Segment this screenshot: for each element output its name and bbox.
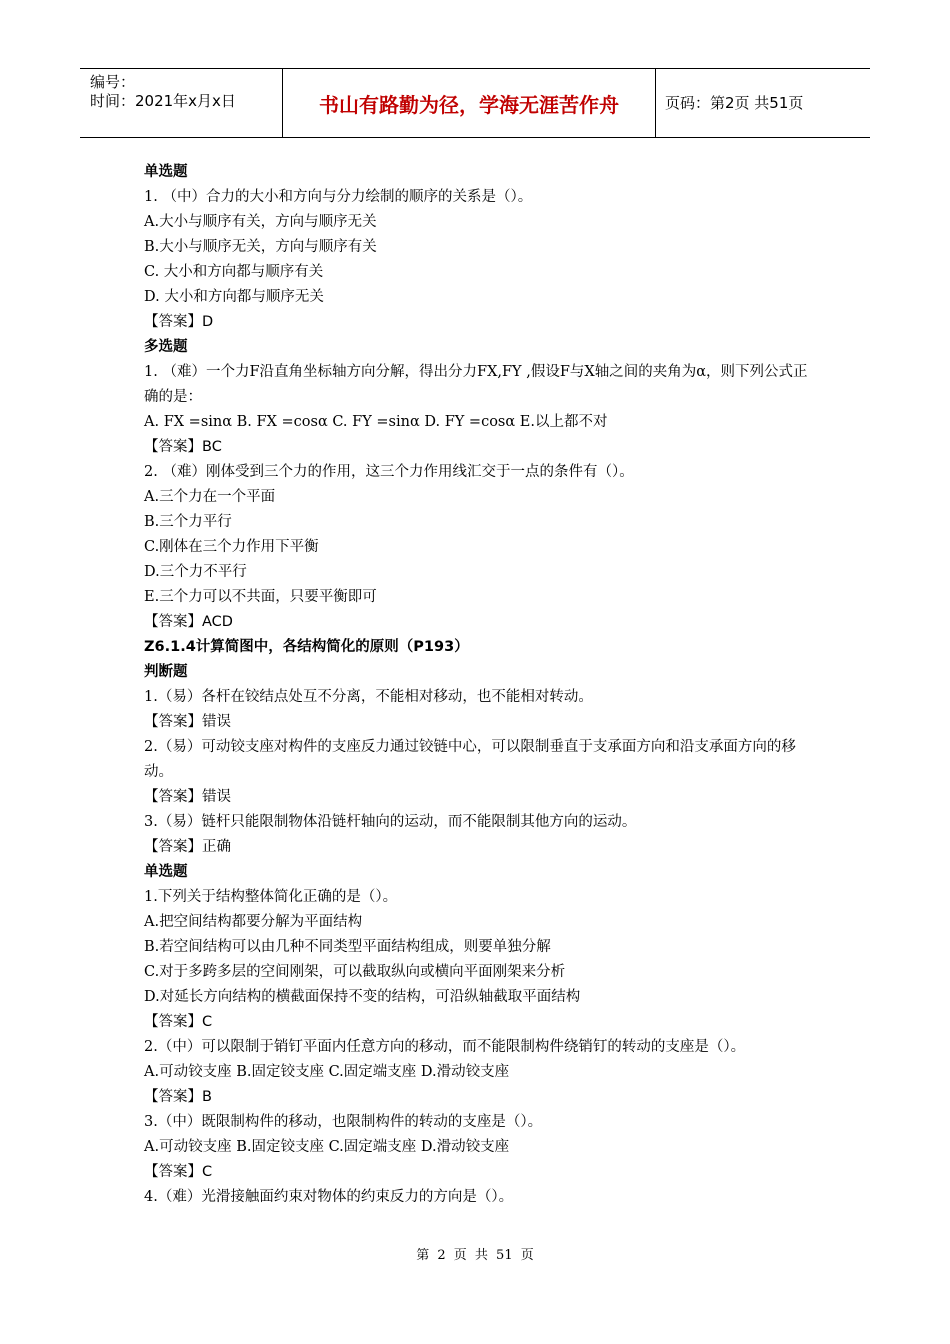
answer-line bbox=[144, 610, 814, 635]
answer-line bbox=[144, 1010, 814, 1035]
option-text: C. 大小和方向都与顺序有关 bbox=[144, 264, 324, 280]
answer-value: 错误 bbox=[202, 714, 231, 730]
answer-line bbox=[144, 835, 814, 860]
option-text: C.刚体在三个力作用下平衡 bbox=[144, 539, 319, 555]
option-text: A. FX =sinα B. FX =cosα C. FY =sinα D. FY =cosα E.以上都不对 bbox=[144, 414, 608, 430]
option-text: D. 大小和方向都与顺序无关 bbox=[144, 289, 324, 305]
option-text: A.可动铰支座 B.固定铰支座 C.固定端支座 D.滑动铰支座 bbox=[144, 1139, 510, 1155]
question-text: 2.（中）可以限制于销钉平面内任意方向的移动，而不能限制构件绕销钉的转动的支座是（）。 bbox=[144, 1039, 746, 1055]
question-text: 3.（易）链杆只能限制物体沿链杆轴向的运动，而不能限制其他方向的运动。 bbox=[144, 814, 637, 830]
question-text: 2. （难）刚体受到三个力的作用，这三个力作用线汇交于一点的条件有（）。 bbox=[144, 464, 634, 480]
option-text: E.三个力可以不共面，只要平衡即可 bbox=[144, 589, 377, 605]
answer-label: 【答案】 bbox=[144, 789, 202, 805]
header-divider bbox=[655, 69, 656, 137]
answer-value: D bbox=[202, 314, 214, 330]
document-number-label: 编号： bbox=[90, 73, 136, 91]
answer-line bbox=[144, 1160, 814, 1185]
option-text: A.大小与顺序有关，方向与顺序无关 bbox=[144, 214, 377, 230]
answer-label: 【答案】 bbox=[144, 1089, 202, 1105]
document-time-label: 时间：2021年x月x日 bbox=[90, 92, 236, 110]
document-body bbox=[144, 160, 814, 1210]
section-heading: 单选题 bbox=[144, 864, 188, 880]
header-page-code: 页码：第2页 共51页 bbox=[665, 94, 804, 112]
answer-label: 【答案】 bbox=[144, 1014, 202, 1030]
page-footer: 第 2 页 共 51 页 bbox=[416, 1248, 534, 1263]
section-heading: Z6.1.4计算简图中，各结构简化的原则（P193） bbox=[144, 639, 469, 655]
option-text: B.若空间结构可以由几种不同类型平面结构组成，则要单独分解 bbox=[144, 939, 551, 955]
page-header bbox=[80, 68, 870, 138]
answer-line bbox=[144, 1085, 814, 1110]
question-text: 4.（难）光滑接触面约束对物体的约束反力的方向是（）。 bbox=[144, 1189, 514, 1205]
answer-value: C bbox=[202, 1014, 213, 1030]
answer-line bbox=[144, 310, 814, 335]
option-text: A.三个力在一个平面 bbox=[144, 489, 276, 505]
section-heading: 多选题 bbox=[144, 339, 188, 355]
answer-label: 【答案】 bbox=[144, 614, 202, 630]
answer-value: BC bbox=[202, 439, 222, 455]
answer-value: 正确 bbox=[202, 839, 231, 855]
header-motto: 书山有路勤为径，学海无涯苦作舟 bbox=[319, 92, 619, 117]
answer-value: B bbox=[202, 1089, 212, 1105]
answer-line bbox=[144, 785, 814, 810]
option-text: D.三个力不平行 bbox=[144, 564, 247, 580]
option-text: A.可动铰支座 B.固定铰支座 C.固定端支座 D.滑动铰支座 bbox=[144, 1064, 510, 1080]
answer-label: 【答案】 bbox=[144, 439, 202, 455]
option-text: B.大小与顺序无关，方向与顺序有关 bbox=[144, 239, 377, 255]
question-text: 1.（易）各杆在铰结点处互不分离，不能相对移动，也不能相对转动。 bbox=[144, 689, 593, 705]
answer-line bbox=[144, 710, 814, 735]
option-text: D.对延长方向结构的横截面保持不变的结构，可沿纵轴截取平面结构 bbox=[144, 989, 581, 1005]
option-text: C.对于多跨多层的空间刚架，可以截取纵向或横向平面刚架来分析 bbox=[144, 964, 566, 980]
question-text: 1. （中）合力的大小和方向与分力绘制的顺序的关系是（）。 bbox=[144, 189, 533, 205]
question-text: 1.下列关于结构整体简化正确的是（）。 bbox=[144, 889, 398, 905]
answer-line bbox=[144, 435, 814, 460]
section-heading: 判断题 bbox=[144, 664, 188, 680]
header-meta bbox=[80, 69, 282, 137]
answer-value: 错误 bbox=[202, 789, 231, 805]
option-text: B.三个力平行 bbox=[144, 514, 232, 530]
question-text: 1. （难）一个力F沿直角坐标轴方向分解，得出分力FX,FY ,假设F与X轴之间的夹角为α，则下列公式正确的是： bbox=[144, 364, 808, 405]
answer-label: 【答案】 bbox=[144, 839, 202, 855]
question-text: 3.（中）既限制构件的移动，也限制构件的转动的支座是（）。 bbox=[144, 1114, 543, 1130]
question-text: 2.（易）可动铰支座对构件的支座反力通过铰链中心，可以限制垂直于支承面方向和沿支承面方向的移动。 bbox=[144, 739, 796, 780]
answer-label: 【答案】 bbox=[144, 314, 202, 330]
answer-value: C bbox=[202, 1164, 213, 1180]
answer-value: ACD bbox=[202, 614, 233, 630]
answer-label: 【答案】 bbox=[144, 714, 202, 730]
answer-label: 【答案】 bbox=[144, 1164, 202, 1180]
option-text: A.把空间结构都要分解为平面结构 bbox=[144, 914, 363, 930]
section-heading: 单选题 bbox=[144, 164, 188, 180]
